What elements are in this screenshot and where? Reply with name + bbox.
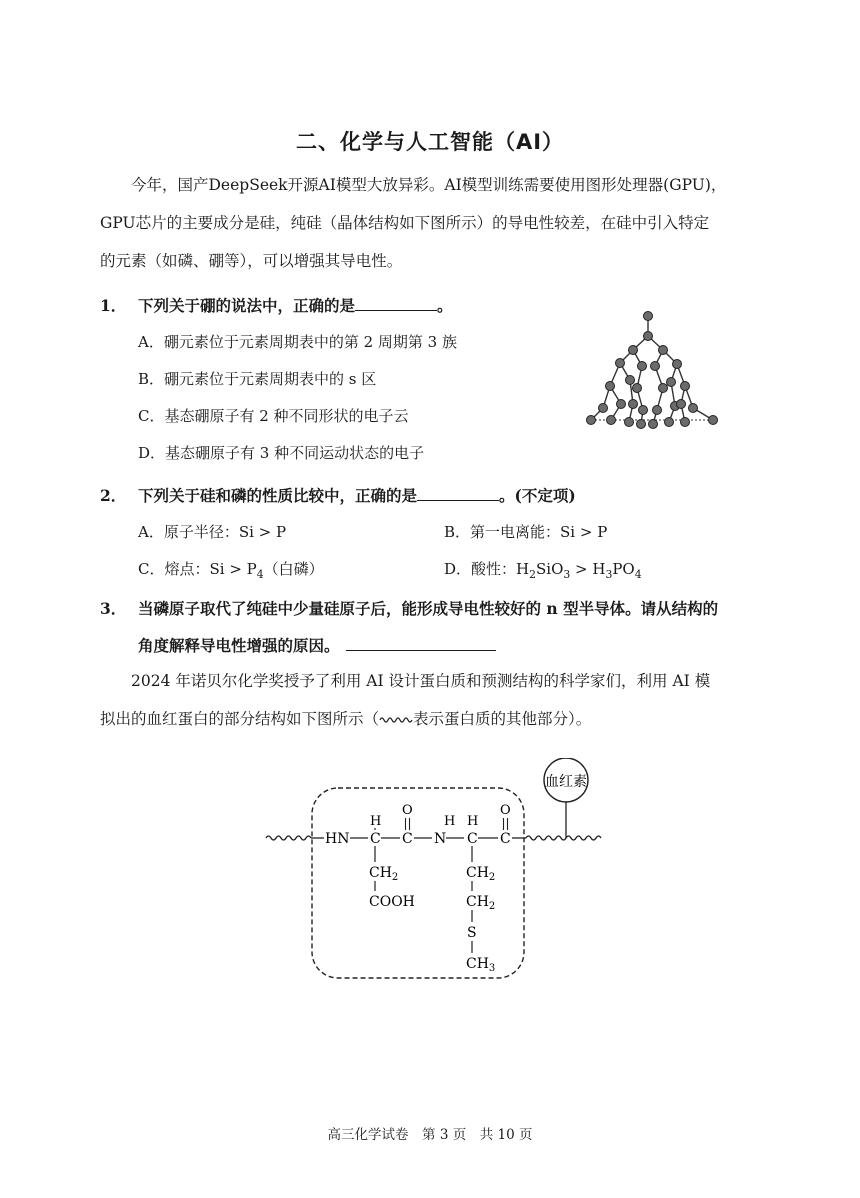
c-alpha-1: C	[370, 831, 381, 847]
question-3-line-2	[138, 634, 496, 656]
silicon-crystal-structure	[585, 308, 725, 434]
nobel-line-1: 2024 年诺贝尔化学奖授予了利用 AI 设计蛋白质和预测结构的科学家们，利用 AI 模	[131, 672, 711, 690]
question-line-2: 角度解释导电性增强的原因。	[138, 636, 340, 655]
q1-option-d: D．基态硼原子有 3 种不同运动状态的电子	[138, 444, 425, 462]
answer-blank[interactable]	[417, 484, 499, 501]
ch2-side-2b: $CH_2$	[466, 894, 496, 912]
answer-blank[interactable]	[346, 634, 496, 651]
n-amide: N	[434, 831, 447, 847]
ch2-side-1: $CH_2$	[369, 865, 399, 883]
page-footer: 高三化学试卷 第 3 页 共 10 页	[327, 1127, 533, 1143]
question-tail: 。	[437, 296, 453, 315]
intro-line-1: 今年，国产DeepSeek开源AI模型大放异彩。AI模型训练需要使用图形处理器(GPU)，	[131, 176, 727, 194]
section-title: 二、化学与人工智能（AI）	[295, 130, 565, 154]
c-alpha-2: C	[467, 831, 478, 847]
h-amide: H	[444, 814, 456, 829]
question-number: 1．	[100, 296, 127, 315]
dashed-box	[312, 788, 524, 978]
q2-option-a: A．原子半径：Si > P	[138, 523, 287, 541]
protein-structure-diagram	[264, 758, 604, 984]
q2-option-d: D．酸性：$H_2SiO_3 > H_3PO_4$	[444, 560, 642, 581]
left-wavy-line	[266, 836, 311, 840]
ch3-text: $CH_3$	[466, 956, 496, 974]
q1-option-c: C．基态硼原子有 2 种不同形状的电子云	[138, 407, 409, 425]
q2-option-b: B．第一电离能：Si > P	[444, 523, 608, 541]
cooh-text: COOH	[369, 894, 415, 910]
answer-blank[interactable]	[355, 294, 437, 311]
intro-line-3: 的元素（如磷、硼等），可以增强其导电性。	[100, 252, 403, 270]
wavy-line-icon	[379, 715, 413, 725]
q1-option-a: A．硼元素位于元素周期表中的第 2 周期第 3 族	[138, 333, 457, 351]
heme-label: 血红素	[545, 774, 587, 790]
intro-line-2: GPU芯片的主要成分是硅，纯硅（晶体结构如下图所示）的导电性较差，在硅中引入特定	[100, 214, 710, 232]
h-2: H	[467, 814, 479, 829]
h-1: H	[370, 814, 382, 829]
q1-option-b: B．硼元素位于元素周期表中的 s 区	[138, 370, 377, 388]
question-stem: 下列关于硅和磷的性质比较中，正确的是	[138, 486, 418, 505]
o-2: O	[500, 803, 511, 818]
question-tail: 。(不定项)	[499, 486, 576, 505]
hn-text: HN	[325, 831, 350, 847]
c-carbonyl-2: C	[500, 831, 511, 847]
right-wavy-line	[526, 836, 601, 840]
question-2	[100, 484, 576, 506]
question-number: 3．	[100, 599, 127, 618]
s-text: S	[467, 925, 477, 941]
question-stem: 下列关于硼的说法中，正确的是	[138, 296, 356, 315]
ch2-side-2a: $CH_2$	[466, 865, 496, 883]
c-carbonyl-1: C	[402, 831, 413, 847]
question-line-1: 当磷原子取代了纯硅中少量硅原子后，能形成导电性较好的 n 型半导体。请从结构的	[138, 599, 719, 618]
question-3	[100, 597, 718, 619]
q2-option-c: C．熔点：$Si > P_4$（白磷）	[138, 560, 324, 581]
o-1: O	[402, 803, 413, 818]
nobel-line-2: 拟出的血红蛋白的部分结构如下图所示（ 表示蛋白质的其他部分）。	[100, 710, 592, 728]
question-1	[100, 294, 453, 316]
question-number: 2．	[100, 486, 127, 505]
